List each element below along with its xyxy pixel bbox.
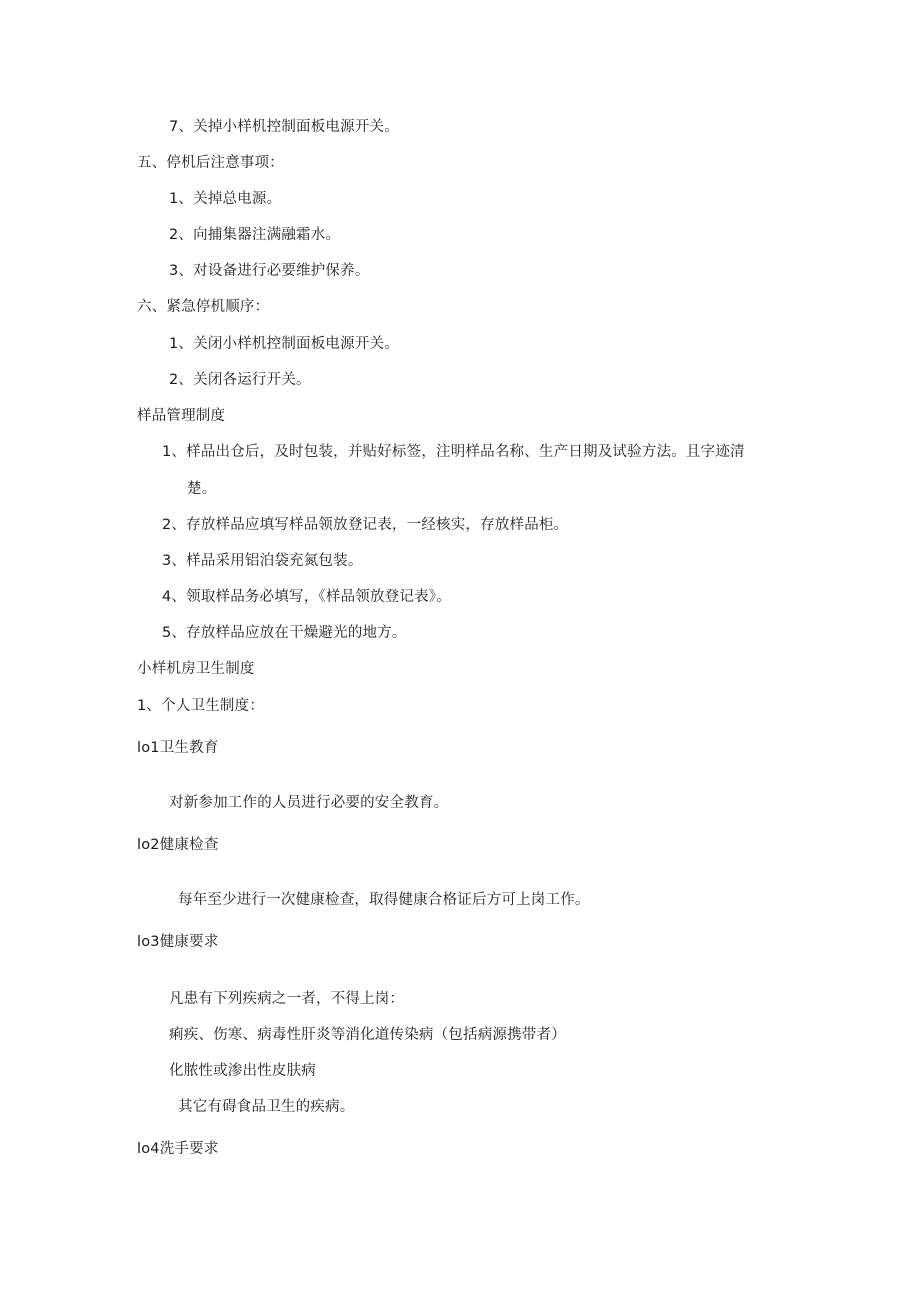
list-item: 4、领取样品务必填写，《样品领放登记表》。 bbox=[162, 589, 451, 605]
list-item: 7、关掉小样机控制面板电源开关。 bbox=[169, 119, 399, 135]
section-heading: 六、紧急停机顺序： bbox=[137, 299, 270, 315]
item-heading: lo4洗手要求 bbox=[137, 1141, 219, 1157]
list-item: 1、样品出仓后，及时包装，并贴好标签，注明样品名称、生产日期及试验方法。且字迹清 bbox=[162, 444, 745, 460]
list-item: 3、样品采用铝泊袋充氮包装。 bbox=[162, 553, 363, 569]
section-heading: 小样机房卫生制度 bbox=[137, 661, 255, 677]
section-heading: 样品管理制度 bbox=[137, 408, 226, 424]
paragraph: 凡患有下列疾病之一者，不得上岗： bbox=[169, 991, 405, 1007]
paragraph: 化脓性或渗出性皮肤病 bbox=[169, 1063, 316, 1079]
item-heading: lo1卫生教育 bbox=[137, 740, 219, 756]
section-heading: 五、停机后注意事项： bbox=[137, 155, 284, 171]
subsection-heading: 1、个人卫生制度： bbox=[137, 698, 265, 714]
list-item-continuation: 楚。 bbox=[187, 481, 217, 497]
paragraph: 痢疾、伤寒、病毒性肝炎等消化道传染病（包括病源携带者） bbox=[169, 1027, 566, 1043]
list-item: 1、关掉总电源。 bbox=[169, 191, 282, 207]
list-item: 2、关闭各运行开关。 bbox=[169, 372, 311, 388]
list-item: 1、关闭小样机控制面板电源开关。 bbox=[169, 336, 399, 352]
paragraph: 每年至少进行一次健康检查，取得健康合格证后方可上岗工作。 bbox=[178, 892, 590, 908]
paragraph: 对新参加工作的人员进行必要的安全教育。 bbox=[169, 795, 449, 811]
list-item: 3、对设备进行必要维护保养。 bbox=[169, 263, 370, 279]
item-heading: lo2健康检查 bbox=[137, 837, 219, 853]
list-item: 5、存放样品应放在干燥避光的地方。 bbox=[162, 625, 407, 641]
item-heading: lo3健康要求 bbox=[137, 934, 219, 950]
paragraph: 其它有碍食品卫生的疾病。 bbox=[178, 1099, 355, 1115]
list-item: 2、向捕集器注满融霜水。 bbox=[169, 227, 341, 243]
list-item: 2、存放样品应填写样品领放登记表，一经核实，存放样品柜。 bbox=[162, 517, 569, 533]
